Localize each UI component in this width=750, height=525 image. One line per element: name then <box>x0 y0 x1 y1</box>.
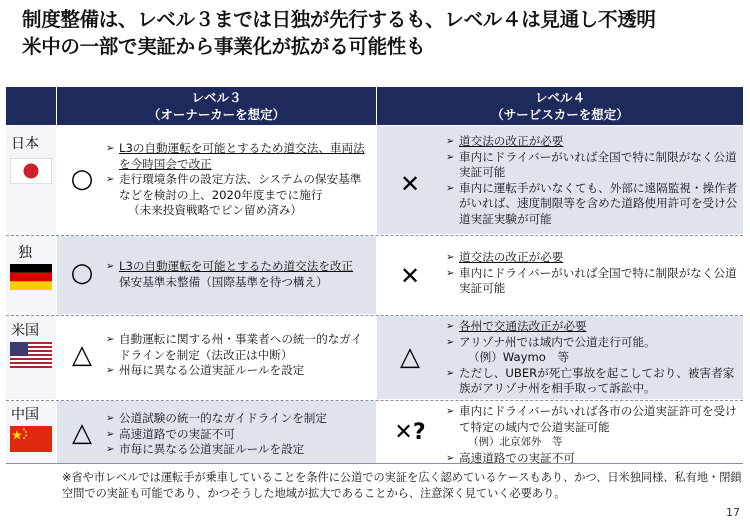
header-level3-subtitle: （オーナーカーを想定） <box>147 107 286 122</box>
japan-flag-icon <box>10 158 52 184</box>
country-name-usa: 米国 <box>11 323 39 339</box>
china-flag-icon <box>10 426 52 452</box>
germany-flag-icon <box>10 264 52 290</box>
list-item: ➢ 高速道路での実証不可 <box>446 450 575 465</box>
level4-list-japan <box>446 134 740 228</box>
list-item: ➢ 公道試験の統一的なガイドラインを制定 <box>106 411 327 425</box>
list-item: ➢ ただし、UBERが死亡事故を起こしており、被害者家族がアリゾナ州を相手取って訴訟中。 <box>446 365 735 396</box>
header-level3 <box>57 87 376 125</box>
list-item: （未来投資戦略でピン留め済み） <box>128 203 302 218</box>
header-corner <box>6 87 56 125</box>
list-item: ➢ 車内にドライバーがいれば各市の公道実証許可を受けて特定の域内で公道実証可能 <box>446 404 737 434</box>
row-divider <box>6 463 743 465</box>
level3-list-japan <box>106 141 368 219</box>
list-item: （例）Waymo 等 <box>468 350 570 365</box>
list-item: ➢ アリゾナ州では域内で公道走行可能。 <box>446 334 656 349</box>
country-name-japan: 日本 <box>11 136 39 152</box>
level4-list-germany <box>446 250 740 297</box>
level4-mark-china: ✕? <box>394 420 426 445</box>
header-level4-subtitle: （サービスカーを想定） <box>491 107 629 122</box>
country-name-germany: 独 <box>18 245 32 261</box>
header-level3-title: レベル３ <box>191 90 242 105</box>
list-item: ➢ L3の自動運転を可能とするため道交法を改正 <box>106 259 354 273</box>
list-item: （例）北京郊外 等 <box>468 436 563 449</box>
list-item: ➢ 市毎に異なる公道実証ルールを設定 <box>106 442 305 457</box>
level3-list-germany <box>106 259 368 290</box>
level3-mark-china: △ <box>72 418 92 448</box>
level3-list-usa <box>106 332 368 379</box>
footnote: ※省や市レベルでは運転手が乗車していることを条件に公道での実証を広く認めているケースもあり、かつ、日米独同様、私有地・閉鎖空間での実証も可能であり、かつそうした地域が拡大であることから、注意深く見ていく必要あり。 <box>62 471 742 500</box>
page-title <box>22 6 742 60</box>
list-item: ➢ 車内にドライバーがいれば全国で特に制限がなく公道実証可能 <box>446 265 737 296</box>
country-name-china: 中国 <box>11 407 39 423</box>
level4-mark-germany: ✕ <box>399 262 421 290</box>
list-item: ➢ 自動運転に関する州・事業者への統一的なガイドラインを制定（法改正は中断） <box>106 332 363 362</box>
level4-mark-usa: △ <box>400 342 420 372</box>
list-item: ➢ 道交法の改正が必要 <box>446 250 564 264</box>
level3-mark-germany: ○ <box>70 258 94 288</box>
level4-list-usa <box>446 319 740 397</box>
level3-list-china <box>106 411 368 458</box>
list-item: 保安基準未整備（国際基準を待つ構え） <box>119 274 328 289</box>
usa-flag-icon <box>10 342 52 368</box>
level3-mark-japan: ○ <box>70 164 94 194</box>
level4-list-china <box>446 404 740 466</box>
header-level4 <box>377 87 743 125</box>
list-item: ➢ 州毎に異なる公道実証ルールを設定 <box>106 363 305 378</box>
header-level4-title: レベル４ <box>534 90 585 105</box>
level4-mark-japan: ✕ <box>399 170 421 198</box>
title-line-1: 制度整備は、レベル３までは日独が先行するも、レベル４は見通し不透明 <box>22 8 656 31</box>
list-item: ➢ 道交法の改正が必要 <box>446 134 564 148</box>
list-item: ➢ L3の自動運転を可能とするため道交法、車両法を今時国会で改正 <box>106 141 365 171</box>
list-item: ➢ 車内に運転手がいなくても、外部に遠隔監視・操作者がいれば、速度制限等を含めた道路使用許可を受け公道実証実験が可能 <box>446 180 738 226</box>
list-item: ➢ 各州で交通法改正が必要 <box>446 319 587 333</box>
title-line-2: 米中の一部で実証から事業化が拡がる可能性も <box>22 35 426 58</box>
list-item: ➢ 高速道路での実証不可 <box>106 426 235 441</box>
page-number: 17 <box>726 506 740 519</box>
level3-mark-usa: △ <box>72 340 92 370</box>
list-item: ➢ 走行環境条件の設定方法、システムの保安基準などを検討の上、2020年度までに施行 <box>106 172 362 202</box>
list-item: ➢ 車内にドライバーがいれば全国で特に制限がなく公道実証可能 <box>446 149 737 180</box>
